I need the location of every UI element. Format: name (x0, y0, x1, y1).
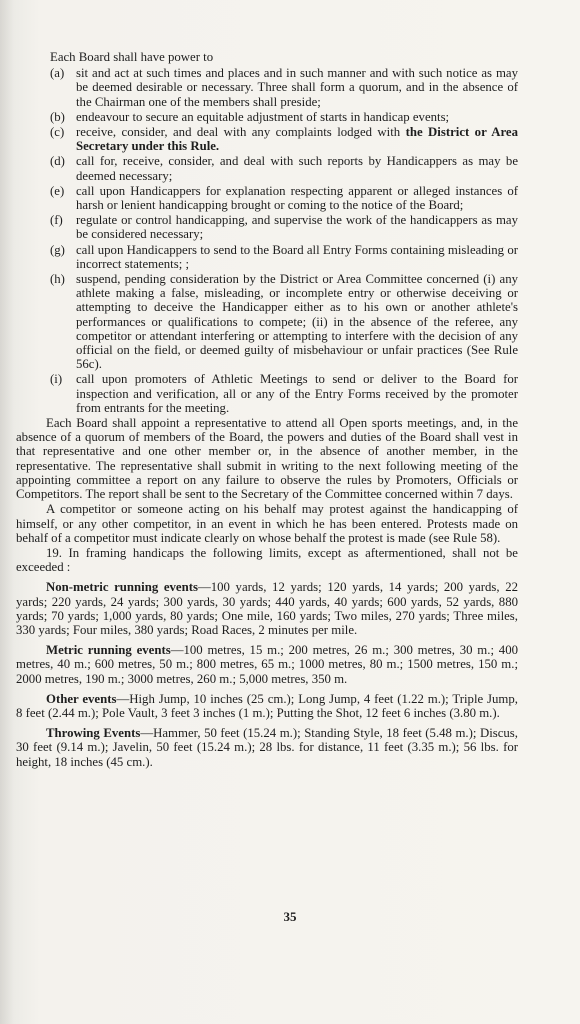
list-item (16, 272, 518, 371)
handicap-category (16, 580, 518, 637)
item-marker: (f) (50, 213, 63, 228)
category-text: —100 metres, 15 m.; 200 metres, 26 m.; 300 metres, 30 m.; 400 metres, 40 m.; 600 metres, 50 m.; 800 metres, 65 m.; 1000 metres, 80 m.; 1500 metres, 150 m.; 2000 metres, 190 m.; 3000 metres, 260 m.; 5,000 metres, 350 m. (16, 643, 518, 686)
item-text: endeavour to secure an equitable adjustment of starts in handicap events; (76, 109, 450, 124)
item-text: sit and act at such times and places and in such manner and with such notice as may be deemed desirable or necessary. Three shall form a quorum, and in the absence of the Chairman one of the members shall preside; (76, 66, 518, 109)
category-heading: Other events (46, 691, 117, 706)
page-number: 35 (283, 909, 297, 924)
item-marker: (d) (50, 154, 65, 169)
list-item (16, 243, 518, 271)
item-marker: (e) (50, 183, 65, 198)
list-item (16, 125, 518, 153)
handicap-category (16, 726, 518, 769)
category-text: —High Jump, 10 inches (25 cm.); Long Jump, 4 feet (1.22 m.); Triple Jump, 8 feet (2.44 m.); Pole Vault, 3 feet 3 inches (1 m.); Putting the Shot, 12 feet 6 inches (3.80 m.). (16, 691, 518, 720)
item-marker: (i) (50, 372, 63, 387)
list-item (16, 213, 518, 241)
protest-paragraph: A competitor or someone acting on his behalf may protest against the handicapping of himself, or any other competitor, in an event in which he has been entered. Protests made on behalf of a competitor must indicate clearly on whose behalf the protest is made (see Rule 58). (16, 502, 518, 545)
item-marker: (h) (50, 272, 65, 287)
handicap-category (16, 643, 518, 686)
category-heading: Non-metric running events (46, 580, 198, 595)
list-item (16, 110, 518, 124)
category-heading: Throwing Events (46, 726, 141, 741)
category-heading: Metric running events (46, 643, 171, 658)
item-text: call upon promoters of Athletic Meetings to send or deliver to the Board for inspection and verification, all or any of the Entry Forms received by the promoter from entrants for the meeting. (76, 372, 518, 415)
list-item (16, 372, 518, 415)
item-marker: (g) (50, 242, 65, 257)
rule-19-paragraph: 19. In framing handicaps the following limits, except as aftermentioned, shall not be exceeded : (16, 545, 518, 575)
item-marker: (c) (50, 125, 65, 140)
representative-paragraph: Each Board shall appoint a representative to attend all Open sports meetings, and, in the absence of a quorum of members of the Board, the powers and duties of the Board shall vest in that representative and one other member or, in the absence of another member, in the representative. The representative shall submit in writing to the next following meeting of the appointing committee a report on any failure to observe the rules by Promoters, Officials or Competitors. The report shall be sent to the Secretary of the Committee concerned within 7 days. (16, 416, 518, 502)
handicap-category (16, 692, 518, 720)
item-marker: (b) (50, 109, 65, 124)
powers-list (16, 66, 518, 415)
intro-line: Each Board shall have power to (50, 50, 214, 64)
item-text: regulate or control handicapping, and supervise the work of the handicappers as may be considered necessary; (76, 213, 518, 242)
item-text: call upon Handicappers to send to the Board all Entry Forms containing misleading or incorrect statements; ; (76, 242, 518, 271)
category-text: —100 yards, 12 yards; 120 yards, 14 yards; 200 yards, 22 yards; 220 yards, 24 yards; 300 yards, 30 yards; 440 yards, 40 yards; 600 yards, 52 yards, 880 yards; 70 yards; 1,000 yards, 80 yards; One mile, 160 yards; Two miles, 270 yards; Three miles, 330 yards; Four miles, 380 yards; Road Races, 2 minutes per mile. (16, 580, 518, 637)
item-text: call upon Handicappers for explanation respecting apparent or alleged instances of harsh or lenient handicapping brought or coming to the notice of the Board; (76, 183, 518, 213)
list-item (16, 66, 518, 109)
category-text: —Hammer, 50 feet (15.24 m.); Standing Style, 18 feet (5.48 m.); Discus, 30 feet (9.14 m.); Javelin, 50 feet (15.24 m.); 28 lbs. for distance, 11 feet (3.35 m.); 56 lbs. for height, 18 inches (45 cm.). (16, 726, 518, 769)
item-text: call for, receive, consider, and deal with such reports by Handicappers as may be deemed necessary; (76, 154, 518, 183)
item-bold-text: the District or Area Secretary under this Rule. (76, 125, 518, 154)
item-text: suspend, pending consideration by the District or Area Committee concerned (i) any athlete making a false, misleading, or incomplete entry or otherwise deceiving or attempting to deceive the Handicapper either as to his own or another athlete's performances or qualifications to compete; (ii) in the absence of the referee, any competitor or attendant interfering or attempting to interfere with the decision of any official on the field, or deemed guilty of misbehaviour or unfair practices (See Rule 56c). (76, 272, 518, 372)
list-item (16, 154, 518, 182)
item-marker: (a) (50, 66, 65, 81)
list-item (16, 184, 518, 212)
item-text: receive, consider, and deal with any complaints lodged with (76, 125, 401, 140)
